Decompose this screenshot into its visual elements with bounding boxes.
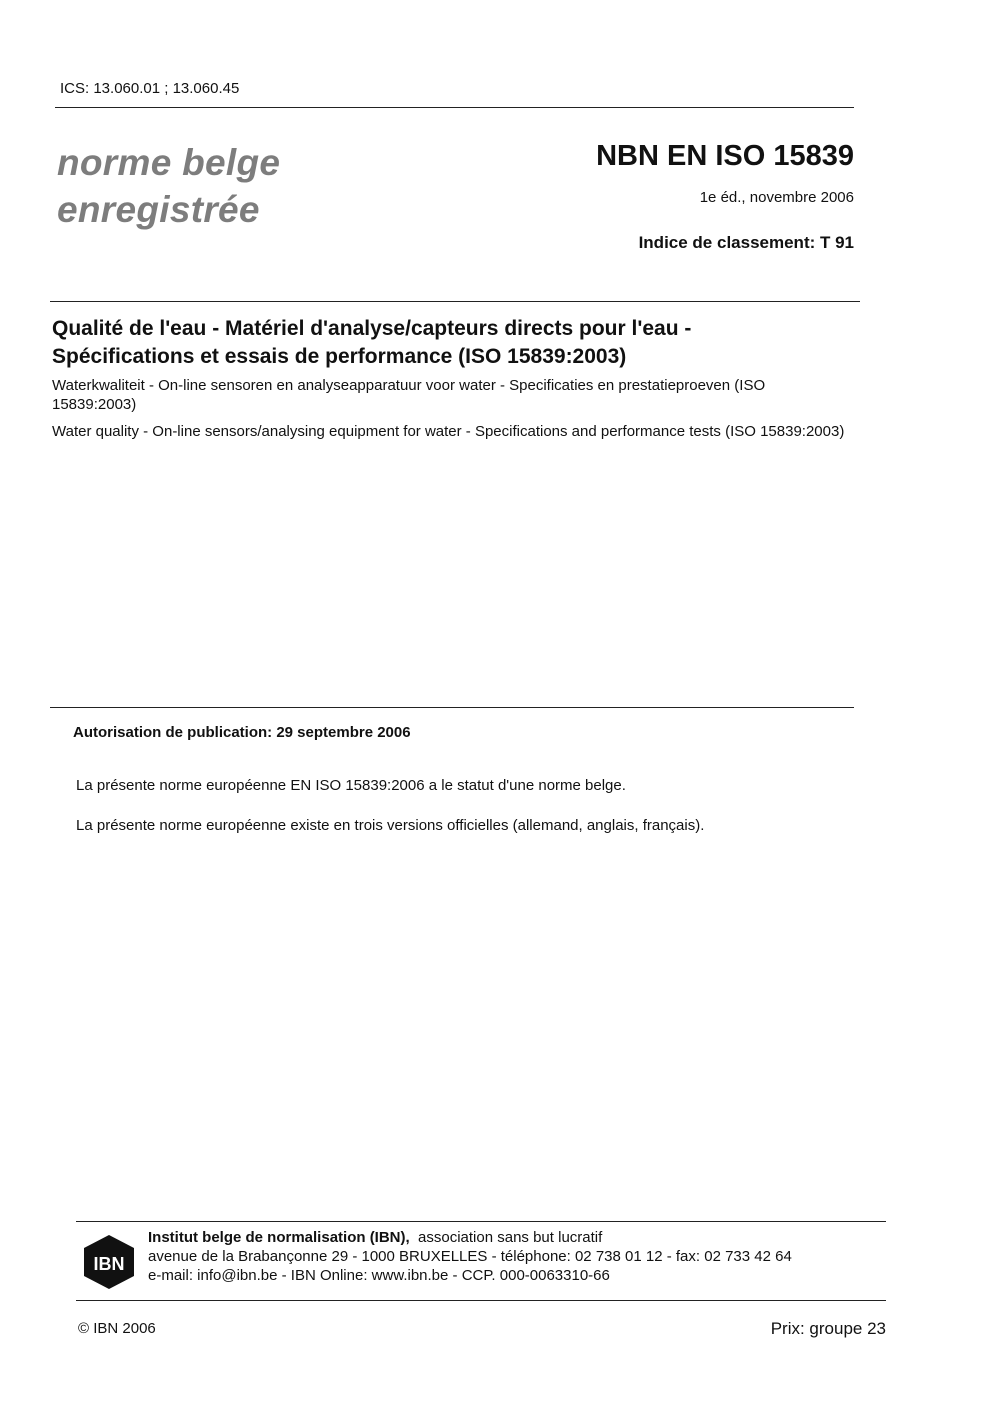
publication-authorisation: Autorisation de publication: 29 septembre 2006 (73, 724, 411, 741)
footer-top-divider (76, 1221, 886, 1222)
institute-line (148, 1228, 792, 1247)
title-english: Water quality - On-line sensors/analysing equipment for water - Specifications and performance tests (ISO 15839:2003) (52, 423, 845, 440)
title-divider (50, 301, 860, 302)
publication-divider (50, 707, 854, 708)
title-dutch: Waterkwaliteit - On-line sensoren en analyseapparatuur voor water - Specificaties en prestatieproeven (ISO 15839:2003) (52, 377, 766, 413)
title-french: Qualité de l'eau - Matériel d'analyse/capteurs directs pour l'eau - Spécifications et essais de performance (ISO 15839:2003) (52, 317, 692, 368)
edition-date: 1e éd., novembre 2006 (699, 189, 854, 206)
norme-belge-label: norme belge (57, 142, 281, 183)
classification-index: Indice de classement: T 91 (638, 233, 854, 252)
institute-contact: e-mail: info@ibn.be - IBN Online: www.ibn.be - CCP. 000-0063310-66 (148, 1267, 610, 1284)
copyright: © IBN 2006 (78, 1320, 156, 1337)
standard-number: NBN EN ISO 15839 (596, 140, 854, 172)
footer-bottom-divider (76, 1300, 886, 1301)
ibn-logo-icon (83, 1234, 135, 1290)
enregistree-label: enregistrée (57, 189, 260, 230)
ibn-logo-text: IBN (93, 1254, 125, 1274)
institute-info (148, 1228, 792, 1285)
versions-paragraph: La présente norme européenne existe en trois versions officielles (allemand, anglais, français). (76, 817, 705, 834)
institute-type: association sans but lucratif (409, 1229, 603, 1246)
institute-address: avenue de la Brabançonne 29 - 1000 BRUXELLES - téléphone: 02 738 01 12 - fax: 02 733 42 64 (148, 1248, 792, 1265)
price-group: Prix: groupe 23 (770, 1319, 886, 1338)
ics-codes: ICS: 13.060.01 ; 13.060.45 (60, 80, 240, 97)
header-divider (55, 107, 854, 108)
status-paragraph: La présente norme européenne EN ISO 15839:2006 a le statut d'une norme belge. (76, 777, 626, 794)
institute-name: Institut belge de normalisation (IBN), (148, 1229, 410, 1246)
